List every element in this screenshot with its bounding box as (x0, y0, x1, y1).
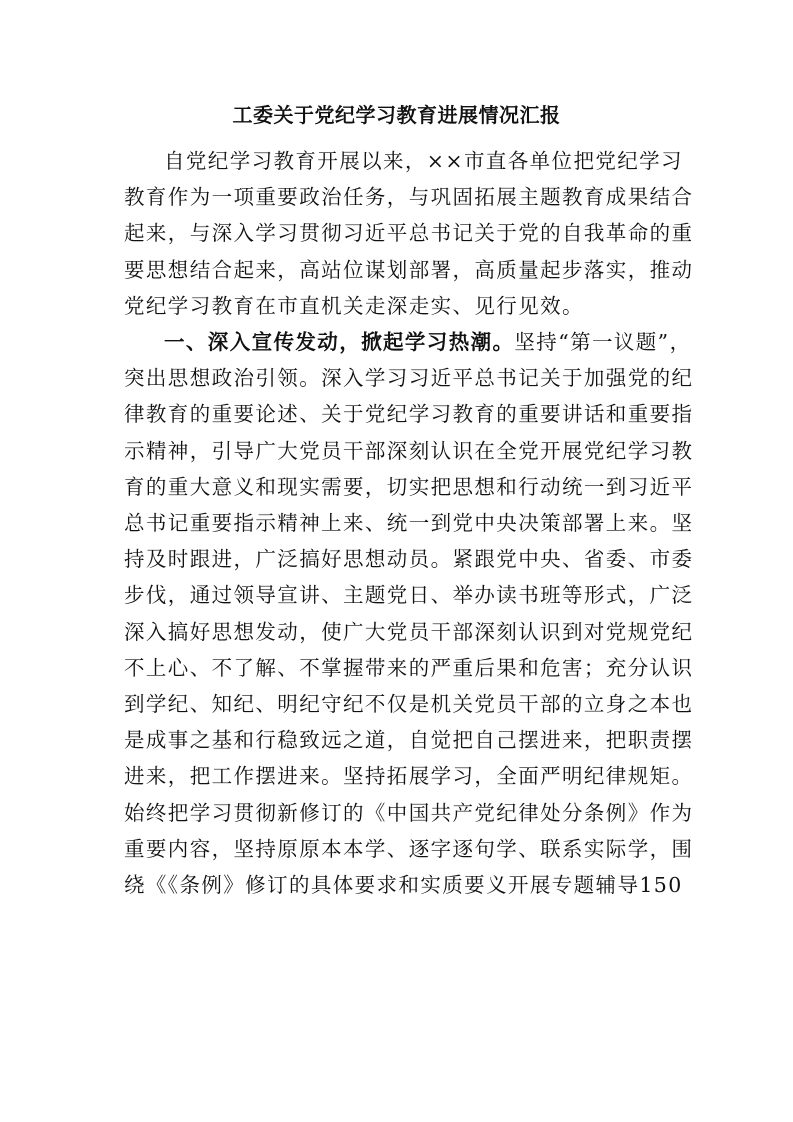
text-line: 自党纪学习教育开展以来，××市直各单位把党纪学习 (164, 149, 683, 173)
text-line: 起来，与深入学习贯彻习近平总书记关于党的自我革命的重 (124, 221, 694, 246)
text-line: 重要内容，坚持原原本本学、逐字逐句学、联系实际学，围 (124, 836, 694, 861)
text-line: 是成事之基和行稳致远之道，自觉把自己摆进来，把职责摆 (124, 728, 694, 753)
text-line (124, 324, 692, 360)
paragraph-section-one (124, 324, 694, 903)
text-line: 不上心、不了解、不掌握带来的严重后果和危害；充分认识 (124, 655, 694, 680)
section-heading: 一、深入宣传发动，掀起学习热潮。 (164, 330, 515, 355)
text-line: 要思想结合起来，高站位谋划部署，高质量起步落实，推动 (124, 257, 694, 282)
document-title: 工委关于党纪学习教育进展情况汇报 (232, 103, 561, 127)
text-line: 深入搞好思想发动，使广大党员干部深刻认识到对党规党纪 (124, 619, 694, 644)
document-body (124, 143, 694, 903)
heading-line-rest: 坚持“第一议题”， (514, 330, 692, 355)
paragraph-intro (124, 143, 694, 324)
text-line: 教育作为一项重要政治任务，与巩固拓展主题教育成果结合 (124, 185, 694, 210)
text-line: 始终把学习贯彻新修订的《中国共产党纪律处分条例》作为 (124, 800, 694, 825)
text-line: 总书记重要指示精神上来、统一到党中央决策部署上来。坚 (124, 511, 694, 536)
text-line: 突出思想政治引领。深入学习习近平总书记关于加强党的纪 (124, 366, 694, 391)
text-line: 绕《《条例》修订的具体要求和实质要义开展专题辅导150 (124, 873, 683, 898)
text-line: 到学纪、知纪、明纪守纪不仅是机关党员干部的立身之本也 (124, 692, 694, 717)
text-line: 育的重大意义和现实需要，切实把思想和行动统一到习近平 (124, 474, 694, 499)
text-line: 律教育的重要论述、关于党纪学习教育的重要讲话和重要指 (124, 402, 694, 427)
text-line: 步伐，通过领导宣讲、主题党日、举办读书班等形式，广泛 (124, 583, 694, 608)
text-line: 持及时跟进，广泛搞好思想动员。紧跟党中央、省委、市委 (124, 547, 694, 572)
text-line: 示精神，引导广大党员干部深刻认识在全党开展党纪学习教 (124, 438, 694, 463)
text-line: 进来，把工作摆进来。坚持拓展学习，全面严明纪律规矩。 (124, 764, 694, 789)
text-line: 党纪学习教育在市直机关走深走实、见行见效。 (124, 293, 584, 318)
